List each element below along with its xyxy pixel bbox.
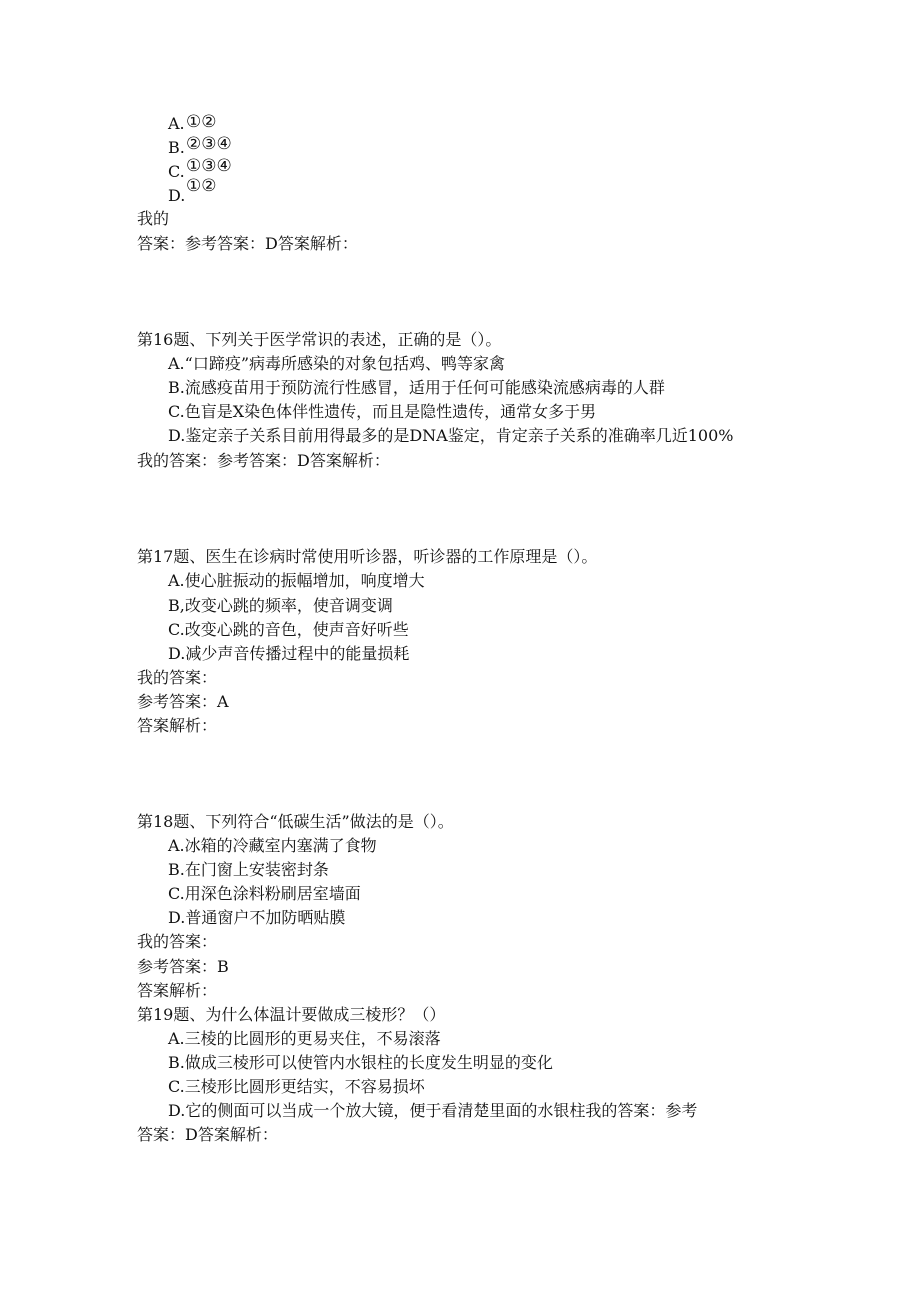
my-answer-label: 我的答案： — [137, 932, 218, 951]
option-b: B,改变心跳的频率，使音调变调 — [168, 596, 393, 615]
reference-answer: 参考答案：B — [137, 957, 229, 976]
option-d-label: D. — [168, 186, 186, 205]
option-a-circled-numbers: ①② — [186, 112, 217, 132]
option-d-circled-numbers: ①② — [186, 176, 217, 196]
option-b: B.做成三棱形可以使管内水银柱的长度发生明显的变化 — [168, 1053, 553, 1072]
answer-line: 答案：参考答案：D答案解析： — [137, 234, 358, 253]
answer-analysis-label: 答案解析： — [137, 981, 218, 1000]
my-answer-label: 我的答案： — [137, 668, 218, 687]
option-a: A.冰箱的冷藏室内塞满了食物 — [168, 836, 377, 855]
reference-answer: 参考答案：A — [137, 692, 229, 711]
my-answer-label: 我的 — [137, 209, 170, 228]
option-c-label: C. — [168, 162, 185, 181]
answer-line: 答案：D答案解析： — [137, 1125, 278, 1144]
option-a: A.使心脏振动的振幅增加，响度增大 — [168, 571, 425, 590]
option-a: A.三棱的比圆形的更易夹住，不易滚落 — [168, 1029, 441, 1048]
option-b-circled-numbers: ②③④ — [186, 134, 232, 154]
option-c: C.改变心跳的音色，使声音好听些 — [168, 620, 409, 639]
question-stem: 第16题、下列关于医学常识的表述，正确的是（）。 — [137, 330, 502, 349]
question-stem: 第19题、为什么体温计要做成三棱形？（） — [137, 1005, 446, 1024]
option-c: C.三棱形比圆形更结实，不容易损坏 — [168, 1077, 425, 1096]
option-b-label: B. — [168, 138, 185, 157]
option-b: B.流感疫苗用于预防流行性感冒，适用于任何可能感染流感病毒的人群 — [168, 378, 665, 397]
answer-analysis-label: 答案解析： — [137, 716, 218, 735]
answer-line: 我的答案：参考答案：D答案解析： — [137, 451, 390, 470]
question-stem: 第17题、医生在诊病时常使用听诊器，听诊器的工作原理是（）。 — [137, 547, 598, 566]
option-c: C.用深色涂料粉刷居室墙面 — [168, 884, 361, 903]
option-d: D.它的侧面可以当成一个放大镜，便于看清楚里面的水银柱我的答案：参考 — [168, 1101, 698, 1120]
question-stem: 第18题、下列符合“低碳生活”做法的是（）。 — [137, 812, 454, 831]
option-c-circled-numbers: ①③④ — [186, 156, 232, 176]
option-b: B.在门窗上安装密封条 — [168, 860, 329, 879]
option-a: A.“口蹄疫”病毒所感染的对象包括鸡、鸭等家禽 — [168, 354, 506, 373]
option-d: D.减少声音传播过程中的能量损耗 — [168, 644, 410, 663]
option-a-label: A. — [168, 114, 185, 133]
option-c: C.色盲是X染色体伴性遗传，而且是隐性遗传，通常女多于男 — [168, 402, 597, 421]
option-d: D.鉴定亲子关系目前用得最多的是DNA鉴定，肯定亲子关系的准确率几近100% — [168, 426, 734, 445]
option-d: D.普通窗户不加防晒贴膜 — [168, 908, 346, 927]
